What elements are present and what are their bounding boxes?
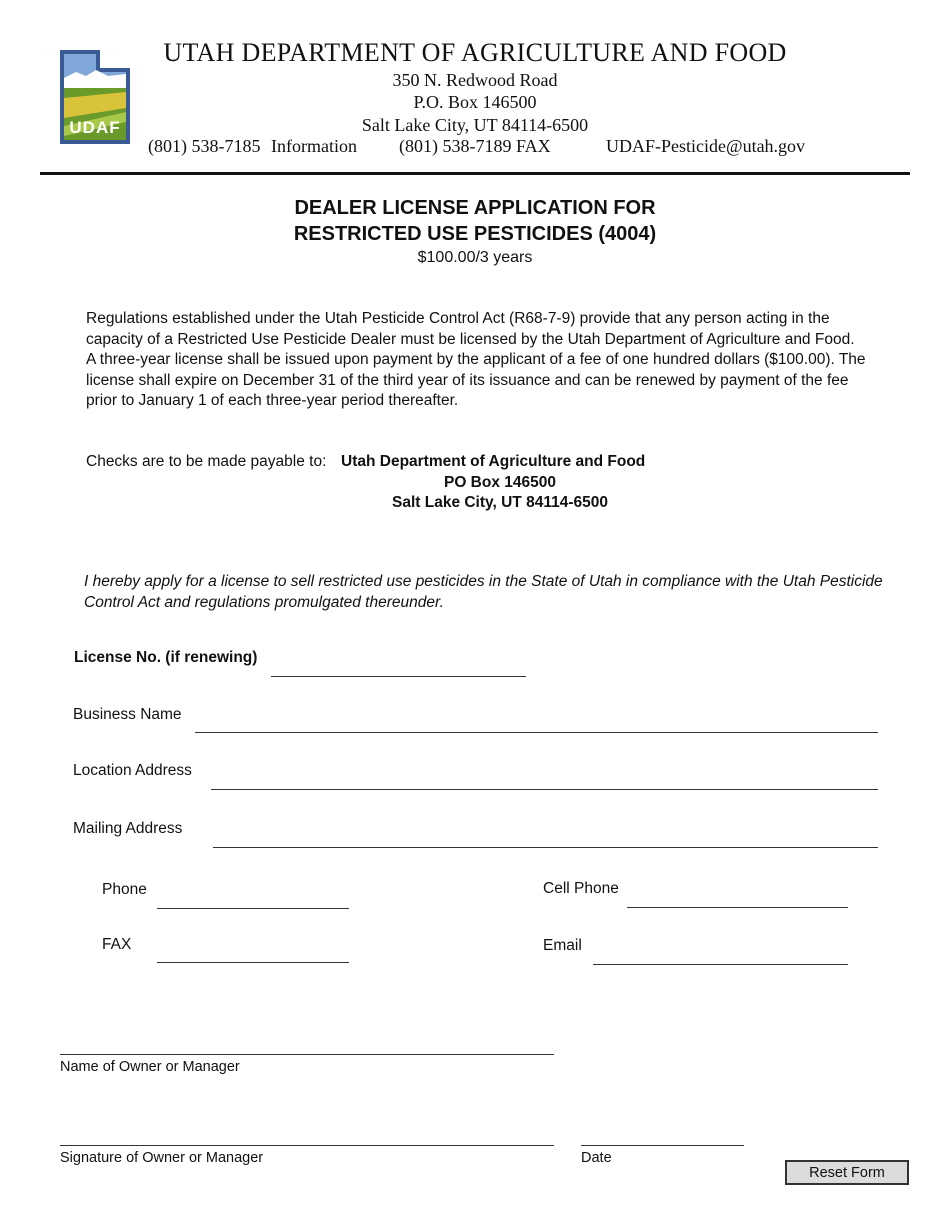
phone-label: Phone xyxy=(102,881,147,898)
owner-name-field[interactable] xyxy=(60,1054,554,1055)
payee-name: Utah Department of Agriculture and Food xyxy=(341,453,646,470)
reset-form-button[interactable]: Reset Form xyxy=(785,1160,909,1185)
signature-field[interactable] xyxy=(60,1145,554,1146)
address-po-box: P.O. Box 146500 xyxy=(413,92,537,112)
address-street: 350 N. Redwood Road xyxy=(392,70,558,90)
cell-phone-label: Cell Phone xyxy=(543,880,619,897)
cell-phone-field[interactable] xyxy=(627,907,848,908)
agency-name: UTAH DEPARTMENT OF AGRICULTURE AND FOOD xyxy=(163,38,787,67)
license-no-field[interactable] xyxy=(271,676,526,677)
fax-label: FAX xyxy=(102,936,132,953)
form-title-line1: DEALER LICENSE APPLICATION FOR xyxy=(294,197,656,219)
logo-text: UDAF xyxy=(69,118,121,137)
payee-city: Salt Lake City, UT 84114-6500 xyxy=(392,494,608,511)
form-title-line2: RESTRICTED USE PESTICIDES (4004) xyxy=(293,223,657,245)
business-name-field[interactable] xyxy=(195,732,878,733)
business-name-label: Business Name xyxy=(73,706,182,723)
mailing-address-field[interactable] xyxy=(213,847,878,848)
date-field[interactable] xyxy=(581,1145,744,1146)
signature-label: Signature of Owner or Manager xyxy=(60,1150,264,1166)
phone-number: (801) 538-7185 xyxy=(148,136,261,156)
email-field[interactable] xyxy=(593,964,848,965)
phone-label: Information xyxy=(271,136,357,156)
header-divider xyxy=(40,172,910,175)
date-label: Date xyxy=(581,1150,612,1166)
payee-po-box: PO Box 146500 xyxy=(443,474,556,491)
email-label: Email xyxy=(543,937,582,954)
owner-name-label: Name of Owner or Manager xyxy=(60,1059,240,1075)
mailing-address-label: Mailing Address xyxy=(73,820,183,837)
location-address-label: Location Address xyxy=(73,762,192,779)
location-address-field[interactable] xyxy=(211,789,878,790)
fax-field[interactable] xyxy=(157,962,349,963)
phone-field[interactable] xyxy=(157,908,349,909)
fax-number: (801) 538-7189 FAX xyxy=(399,136,551,156)
license-fee: $100.00/3 years xyxy=(417,249,533,266)
regulation-paragraph: Regulations established under the Utah Pesticide Control Act (R68-7-9) provide that any person acting in the capacity of a Restricted Use Pesticide Dealer must be licensed by the Utah Department of Agriculture and Food. A three-year license shall be issued upon payment by the applicant of a fee of one hundred dollars ($100.00). The license shall expire on December 31 of the third year of its issuance and can be renewed by payment of the fee prior to January 1 of each three-year period thereafter. xyxy=(86,310,866,409)
address-city: Salt Lake City, UT 84114-6500 xyxy=(361,115,589,135)
license-no-label: License No. (if renewing) xyxy=(74,649,258,666)
declaration-statement: I hereby apply for a license to sell restricted use pesticides in the State of Utah in compliance with the Utah Pesticide Control Act and regulations promulgated thereunder. xyxy=(84,573,883,611)
contact-email: UDAF-Pesticide@utah.gov xyxy=(606,136,806,156)
payment-label: Checks are to be made payable to: xyxy=(86,453,327,470)
